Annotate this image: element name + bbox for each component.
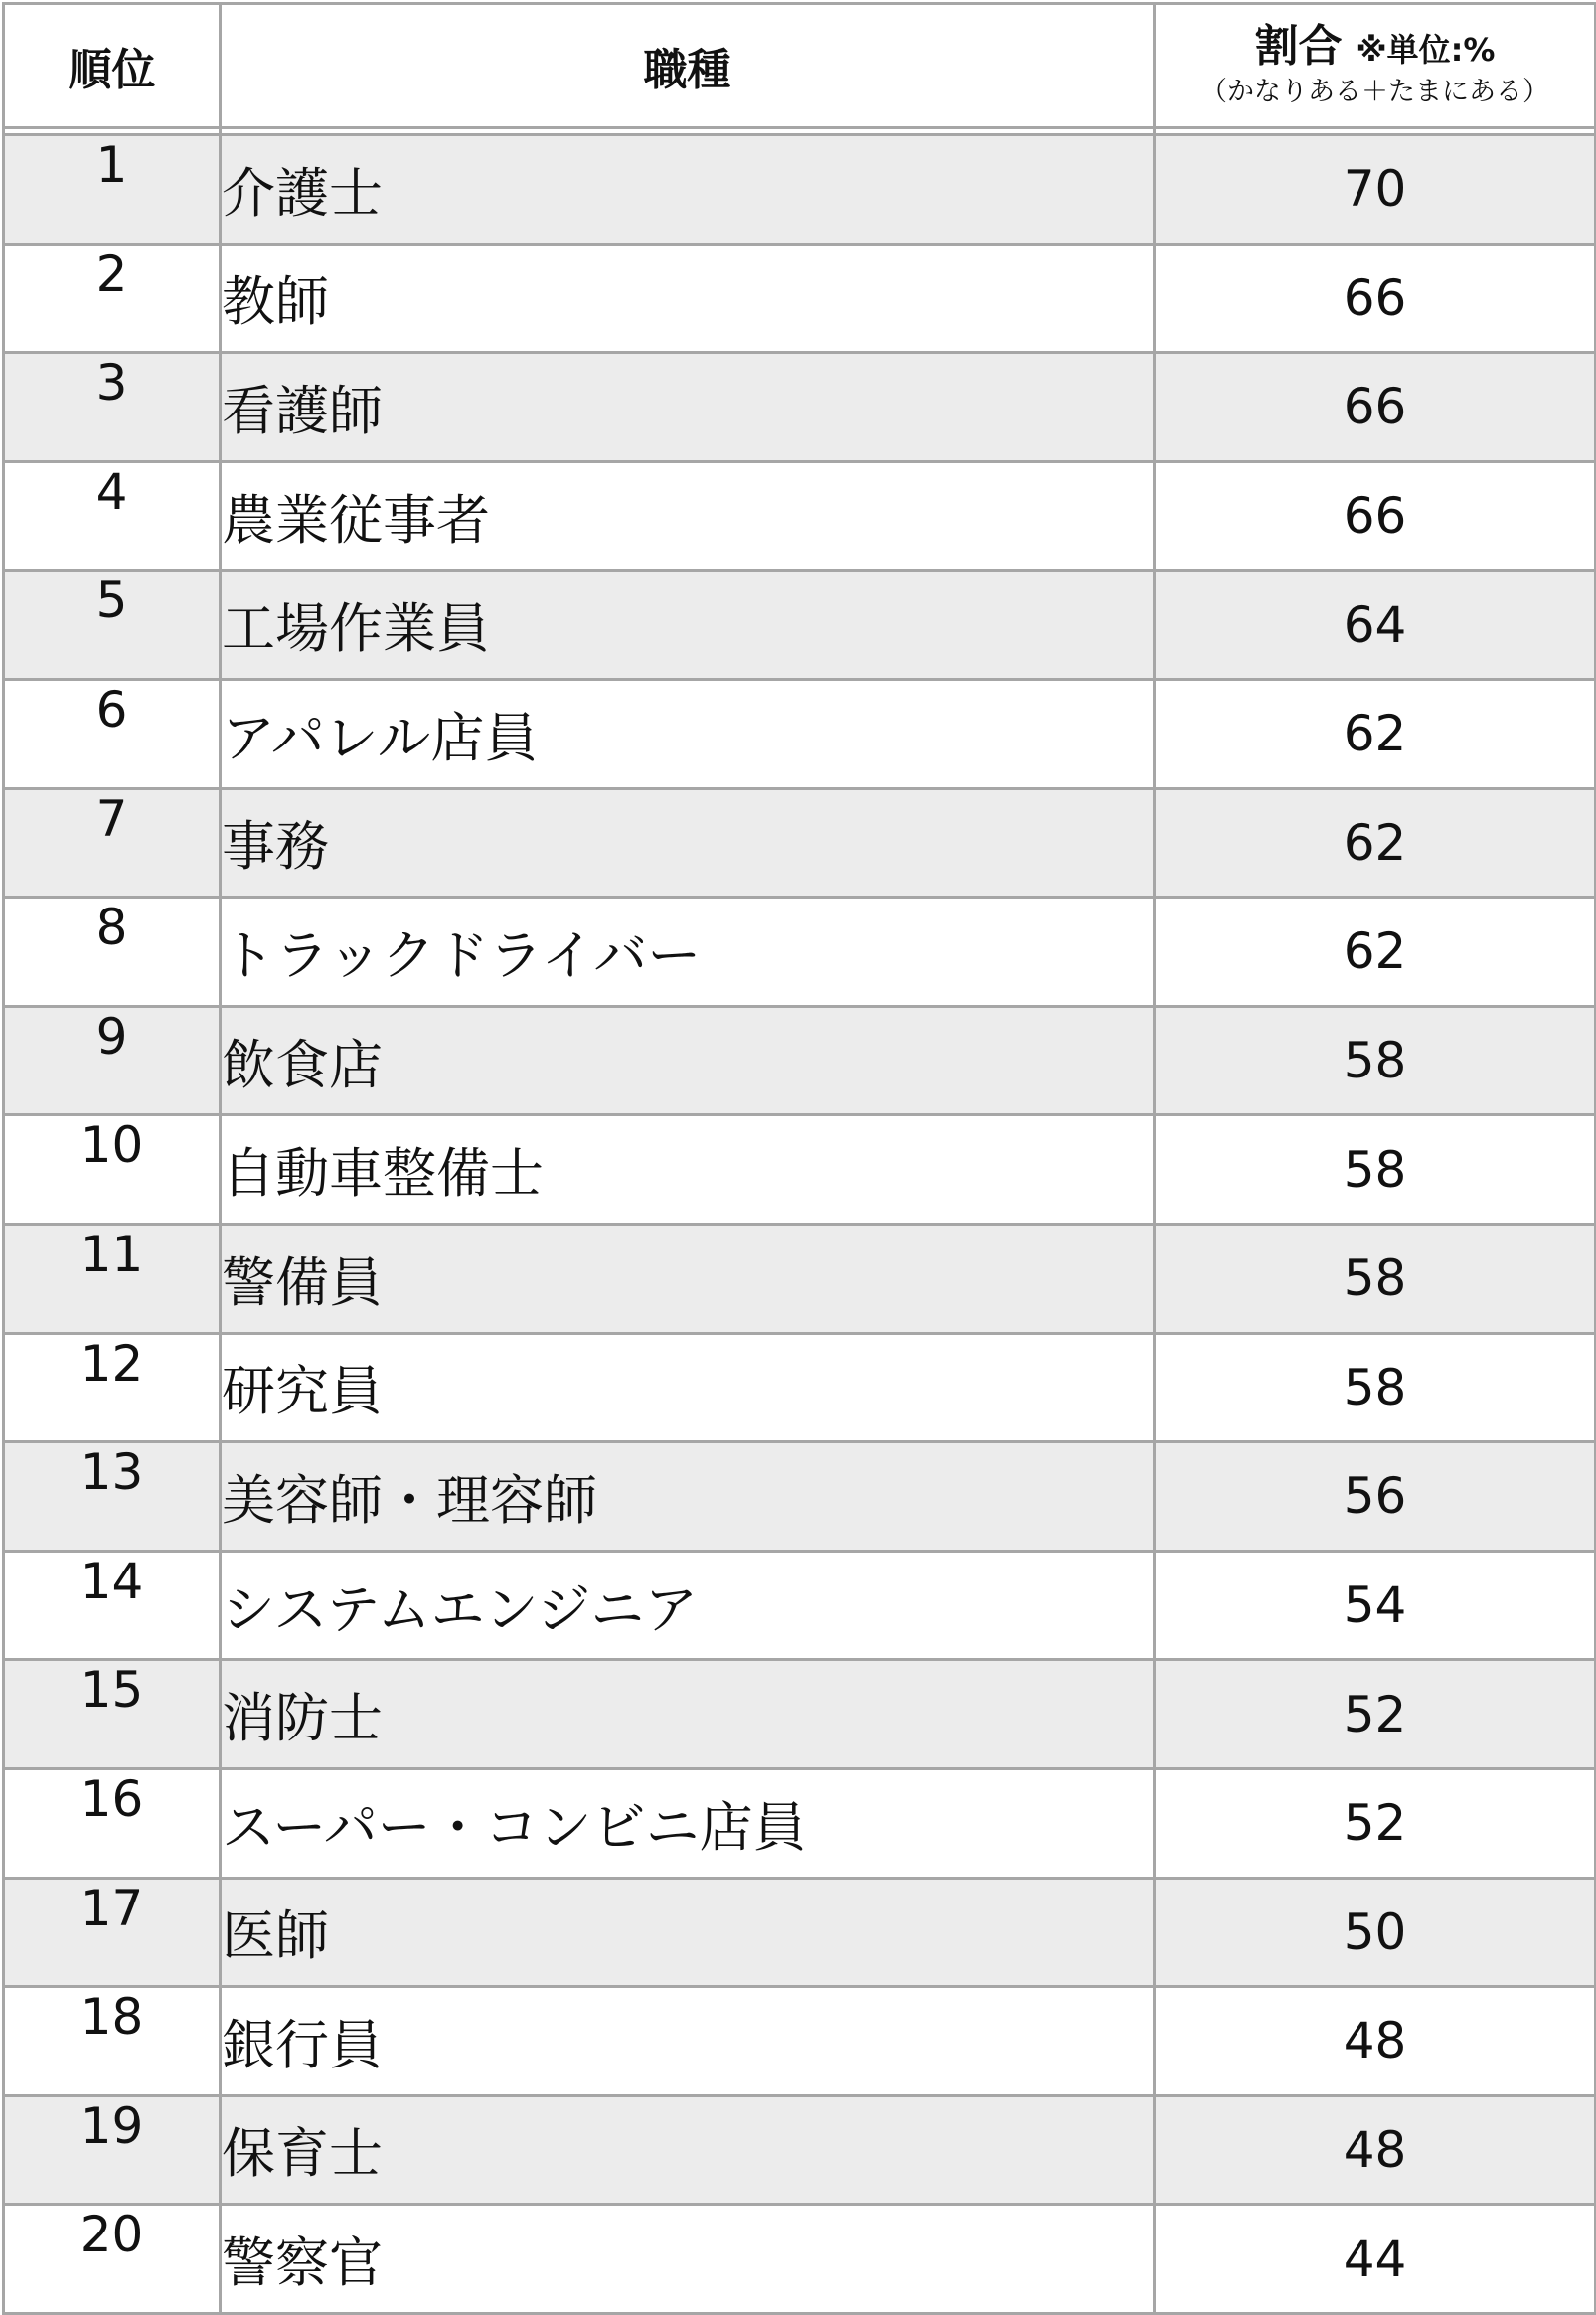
rank-cell: 18 (4, 1987, 221, 2096)
rank-cell: 19 (4, 2095, 221, 2205)
percent-cell: 62 (1155, 679, 1596, 788)
table-row (4, 1006, 1596, 1115)
job-cell: 警備員 (221, 1224, 1155, 1333)
percent-cell: 58 (1155, 1333, 1596, 1442)
job-cell: 介護士 (221, 135, 1155, 245)
header-rank: 順位 (4, 4, 221, 128)
header-percent (1155, 4, 1596, 128)
table-row (4, 1878, 1596, 1987)
percent-cell: 66 (1155, 461, 1596, 571)
rank-cell: 16 (4, 1768, 221, 1878)
table-row (4, 1768, 1596, 1878)
table-row (4, 135, 1596, 245)
job-cell: 消防士 (221, 1660, 1155, 1769)
table-header (4, 4, 1596, 135)
table-body (4, 135, 1596, 2314)
table-row (4, 244, 1596, 353)
job-cell: トラックドライバー (221, 898, 1155, 1007)
percent-cell: 58 (1155, 1115, 1596, 1225)
job-cell: 警察官 (221, 2205, 1155, 2314)
table-row (4, 571, 1596, 680)
rank-cell: 7 (4, 788, 221, 898)
rank-cell: 15 (4, 1660, 221, 1769)
rank-cell: 12 (4, 1333, 221, 1442)
job-cell: システムエンジニア (221, 1551, 1155, 1660)
percent-cell: 62 (1155, 898, 1596, 1007)
job-cell: 美容師・理容師 (221, 1442, 1155, 1552)
percent-cell: 50 (1155, 1878, 1596, 1987)
job-cell: 飲食店 (221, 1006, 1155, 1115)
rank-cell: 8 (4, 898, 221, 1007)
percent-cell: 62 (1155, 788, 1596, 898)
table-row (4, 1551, 1596, 1660)
job-cell: アパレル店員 (221, 679, 1155, 788)
rank-cell: 13 (4, 1442, 221, 1552)
table-row (4, 1224, 1596, 1333)
rank-cell: 20 (4, 2205, 221, 2314)
rank-cell: 9 (4, 1006, 221, 1115)
header-percent-note: （かなりある＋たまにある） (1200, 76, 1549, 107)
table-row (4, 2095, 1596, 2205)
percent-cell: 48 (1155, 1987, 1596, 2096)
table-row (4, 1987, 1596, 2096)
rank-cell: 10 (4, 1115, 221, 1225)
job-cell: 看護師 (221, 353, 1155, 462)
header-separator (4, 128, 1596, 135)
table-row (4, 1115, 1596, 1225)
percent-cell: 48 (1155, 2095, 1596, 2205)
table-row (4, 461, 1596, 571)
table-row (4, 1660, 1596, 1769)
job-cell: 農業従事者 (221, 461, 1155, 571)
table-row (4, 898, 1596, 1007)
table-row (4, 679, 1596, 788)
table-row (4, 788, 1596, 898)
job-cell: 教師 (221, 244, 1155, 353)
rank-cell: 17 (4, 1878, 221, 1987)
rank-cell: 4 (4, 461, 221, 571)
job-ranking-table (2, 2, 1596, 2315)
header-percent-label: 割合 (1254, 20, 1343, 72)
rank-cell: 1 (4, 135, 221, 245)
header-separator-cell (221, 128, 1155, 135)
rank-cell: 2 (4, 244, 221, 353)
rank-cell: 14 (4, 1551, 221, 1660)
job-cell: 工場作業員 (221, 571, 1155, 680)
table-row (4, 353, 1596, 462)
header-separator-cell (1155, 128, 1596, 135)
percent-cell: 58 (1155, 1006, 1596, 1115)
header-row (4, 4, 1596, 128)
percent-cell: 54 (1155, 1551, 1596, 1660)
rank-cell: 11 (4, 1224, 221, 1333)
table-row (4, 1442, 1596, 1552)
percent-cell: 66 (1155, 244, 1596, 353)
job-cell: スーパー・コンビニ店員 (221, 1768, 1155, 1878)
percent-cell: 70 (1155, 135, 1596, 245)
percent-cell: 56 (1155, 1442, 1596, 1552)
percent-cell: 66 (1155, 353, 1596, 462)
job-cell: 事務 (221, 788, 1155, 898)
header-percent-title-line (1156, 20, 1594, 74)
rank-cell: 3 (4, 353, 221, 462)
job-cell: 自動車整備士 (221, 1115, 1155, 1225)
percent-cell: 44 (1155, 2205, 1596, 2314)
percent-cell: 52 (1155, 1660, 1596, 1769)
job-cell: 研究員 (221, 1333, 1155, 1442)
job-cell: 銀行員 (221, 1987, 1155, 2096)
table-row (4, 1333, 1596, 1442)
percent-cell: 64 (1155, 571, 1596, 680)
rank-cell: 6 (4, 679, 221, 788)
header-unit-note: ※単位:% (1356, 30, 1496, 69)
percent-cell: 58 (1155, 1224, 1596, 1333)
job-cell: 保育士 (221, 2095, 1155, 2205)
job-cell: 医師 (221, 1878, 1155, 1987)
table-row (4, 2205, 1596, 2314)
percent-cell: 52 (1155, 1768, 1596, 1878)
header-separator-cell (4, 128, 221, 135)
rank-cell: 5 (4, 571, 221, 680)
header-job: 職種 (221, 4, 1155, 128)
